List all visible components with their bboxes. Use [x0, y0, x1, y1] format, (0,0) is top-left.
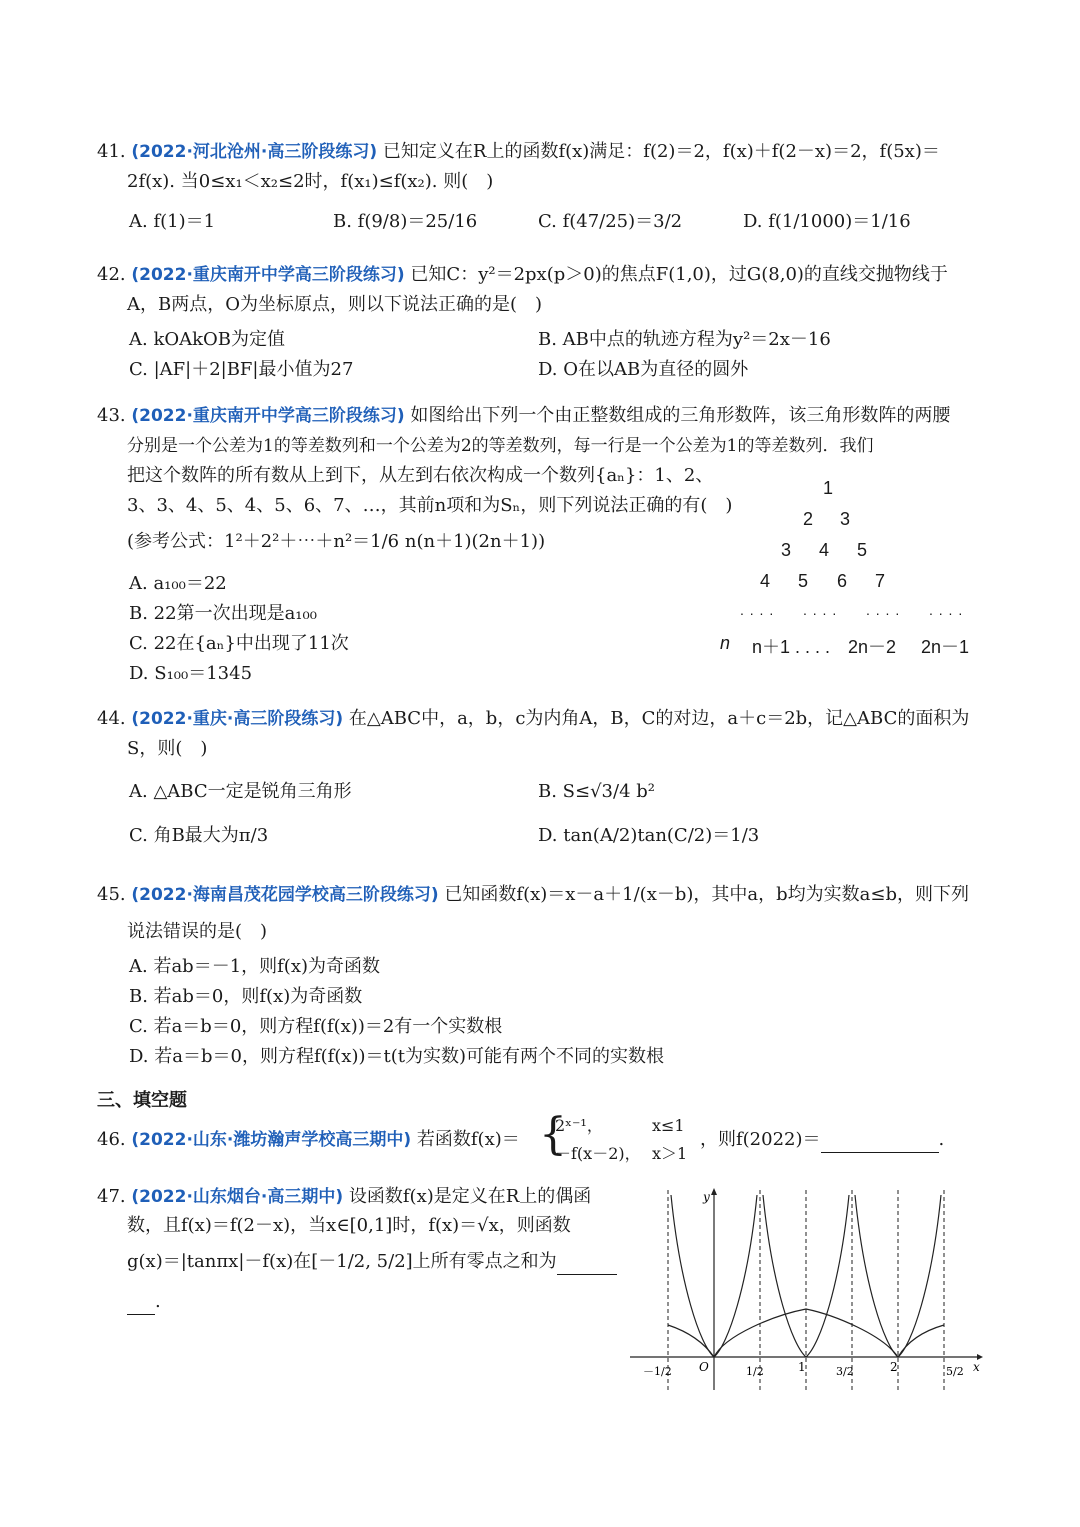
q46-line-post — [700, 1128, 944, 1153]
q43-option-d: D. S₁₀₀＝1345 — [129, 663, 253, 684]
q44-source: (2022·重庆·高三阶段练习) — [131, 709, 344, 729]
q42-line1 — [97, 263, 948, 287]
q46-answer-blank[interactable] — [821, 1128, 939, 1153]
q47-line4 — [127, 1290, 161, 1315]
q43-line4: 3、3、4、5、4、5、6、7、…，其前n项和为Sₙ，则下列说法正确的有( ) — [127, 495, 733, 516]
tri-dots-3: . . . . — [866, 602, 901, 618]
q47-stem-1: 设函数f(x)是定义在R上的偶函 — [348, 1186, 592, 1207]
q45-stem-1: 已知函数f(x)＝x－a＋1/(x－b)，其中a，b均为实数a≤b，则下列 — [444, 884, 969, 905]
q46-end: . — [938, 1129, 945, 1150]
q45-option-b: B. 若ab＝0，则f(x)为奇函数 — [129, 986, 363, 1007]
q47-answer-blank-1[interactable] — [557, 1250, 617, 1275]
tri-r4-c4: 7 — [875, 571, 886, 591]
tri-last-3: 2n－2 — [848, 637, 897, 657]
q45-option-d: D. 若a＝b＝0，则方程f(f(x))＝t(t为实数)可能有两个不同的实数根 — [129, 1046, 665, 1067]
q41-option-d: D. f(1/1000)＝1/16 — [743, 211, 911, 232]
x-label: x — [973, 1360, 980, 1374]
q42-line2: A，B两点，O为坐标原点，则以下说法正确的是( ) — [127, 294, 543, 315]
tri-last-4: 2n－1 — [921, 637, 970, 657]
q47-source: (2022·山东烟台·高三期中) — [131, 1187, 344, 1207]
tri-r2-c2: 3 — [840, 509, 851, 529]
q46-stem-post: ，则f(2022)＝ — [700, 1129, 821, 1150]
tick-two: 2 — [890, 1360, 898, 1374]
q45-number: 45. — [97, 884, 126, 905]
q42-option-d: D. O在以AB为直径的圆外 — [538, 359, 749, 380]
q44-number: 44. — [97, 708, 126, 729]
q46-case1: 2ˣ⁻¹， — [555, 1116, 603, 1135]
tick-5half: 5/2 — [946, 1365, 964, 1378]
q47-number: 47. — [97, 1186, 126, 1207]
q44-stem-1: 在△ABC中，a，b，c为内角A，B，C的对边，a＋c＝2b，记△ABC的面积为 — [348, 708, 970, 729]
q42-option-a: A. kOAkOB为定值 — [129, 329, 285, 350]
q43-number: 43. — [97, 405, 126, 426]
q46-case2: －f(x－2)， — [555, 1144, 641, 1163]
tri-r1-c1: 1 — [823, 478, 834, 498]
q47-line3 — [127, 1250, 617, 1275]
tri-last-2: n＋1 . . . . — [752, 637, 831, 657]
q46-stem-pre: 若函数f(x)＝ — [416, 1129, 520, 1150]
q46-source: (2022·山东·潍坊瀚声学校高三期中) — [131, 1130, 412, 1150]
q44-option-d: D. tan(A/2)tan(C/2)＝1/3 — [538, 825, 760, 846]
q43-line1 — [97, 404, 950, 428]
q41-line1 — [97, 140, 940, 164]
q45-line1 — [97, 883, 969, 907]
tri-r4-c1: 4 — [760, 571, 771, 591]
origin-label: O — [699, 1360, 709, 1374]
tri-last-1: n — [720, 633, 731, 653]
tri-r4-c2: 5 — [798, 571, 809, 591]
tick-neg-half: －1/2 — [643, 1365, 672, 1378]
q46-line1 — [97, 1128, 520, 1152]
tick-half: 1/2 — [746, 1365, 764, 1378]
q46-number: 46. — [97, 1129, 126, 1150]
section-title: 三、填空题 — [97, 1090, 187, 1111]
q47-answer-blank-2[interactable] — [127, 1290, 155, 1315]
q41-option-b: B. f(9/8)＝25/16 — [333, 211, 478, 232]
y-label: y — [703, 1190, 710, 1204]
tri-dots-1: . . . . — [740, 602, 775, 618]
q41-number: 41. — [97, 141, 126, 162]
q44-option-b: B. S≤√3/4 b² — [538, 781, 655, 802]
q44-option-c: C. 角B最大为π/3 — [129, 825, 269, 846]
q41-stem-1: 已知定义在R上的函数f(x)满足：f(2)＝2，f(x)＋f(2－x)＝2，f(5x)＝ — [382, 141, 940, 162]
tri-r3-c2: 4 — [819, 540, 830, 560]
tri-r4-c3: 6 — [837, 571, 848, 591]
q42-number: 42. — [97, 264, 126, 285]
q42-option-c: C. |AF|＋2|BF|最小值为27 — [129, 359, 354, 380]
q41-line2: 2f(x). 当0≤x₁＜x₂≤2时，f(x₁)≤f(x₂). 则( ) — [127, 171, 494, 192]
tri-dots-4: . . . . — [929, 602, 964, 618]
q42-stem-1: 已知C：y²＝2px(p＞0)的焦点F(1,0)，过G(8,0)的直线交抛物线于 — [410, 264, 948, 285]
q46-cond2: x＞1 — [652, 1144, 688, 1163]
tick-one: 1 — [798, 1360, 806, 1374]
q42-option-b: B. AB中点的轨迹方程为y²＝2x－16 — [538, 329, 831, 350]
q45-option-c: C. 若a＝b＝0，则方程f(f(x))＝2有一个实数根 — [129, 1016, 503, 1037]
q45-line2: 说法错误的是( ) — [127, 921, 268, 942]
q47-line1 — [97, 1185, 591, 1209]
q43-source: (2022·重庆南开中学高三阶段练习) — [131, 406, 405, 426]
q47-stem-3: g(x)＝|tanπx|－f(x)在[－1/2, 5/2]上所有零点之和为 — [127, 1251, 557, 1272]
q45-option-a: A. 若ab＝－1，则f(x)为奇函数 — [129, 956, 381, 977]
q44-option-a: A. △ABC一定是锐角三角形 — [129, 781, 352, 802]
q47-stem-4: . — [155, 1291, 161, 1312]
q43-line2: 分别是一个公差为1的等差数列和一个公差为2的等差数列，每一行是一个公差为1的等差数列．我们 — [127, 436, 874, 456]
q46-brace: { — [539, 1109, 567, 1160]
q41-source: (2022·河北沧州·高三阶段练习) — [131, 142, 378, 162]
q47-graph — [625, 1185, 985, 1395]
q44-line2: S，则( ) — [127, 738, 208, 759]
q43-option-b: B. 22第一次出现是a₁₀₀ — [129, 603, 317, 624]
q41-option-c: C. f(47/25)＝3/2 — [538, 211, 683, 232]
tick-3half: 3/2 — [836, 1365, 854, 1378]
q43-option-c: C. 22在{aₙ}中出现了11次 — [129, 633, 349, 654]
y-axis-arrow — [711, 1188, 717, 1195]
q43-line5: (参考公式：1²＋2²＋⋯＋n²＝1/6 n(n＋1)(2n＋1)) — [127, 531, 546, 552]
q47-line2: 数，且f(x)＝f(2－x)，当x∈[0,1]时，f(x)＝√x，则函数 — [127, 1215, 571, 1236]
tri-r3-c3: 5 — [857, 540, 868, 560]
q42-source: (2022·重庆南开中学高三阶段练习) — [131, 265, 405, 285]
q43-stem-1: 如图给出下列一个由正整数组成的三角形数阵，该三角形数阵的两腰 — [410, 405, 951, 426]
q45-source: (2022·海南昌茂花园学校高三阶段练习) — [131, 885, 439, 905]
q41-option-a: A. f(1)＝1 — [129, 211, 216, 232]
q44-line1 — [97, 707, 969, 731]
tri-dots-2: . . . . — [803, 602, 838, 618]
q43-line3: 把这个数阵的所有数从上到下，从左到右依次构成一个数列{aₙ}：1、2、 — [127, 465, 714, 486]
q43-option-a: A. a₁₀₀＝22 — [129, 573, 227, 594]
tri-r2-c1: 2 — [803, 509, 814, 529]
tri-r3-c1: 3 — [781, 540, 792, 560]
q46-cond1: x≤1 — [652, 1116, 685, 1135]
